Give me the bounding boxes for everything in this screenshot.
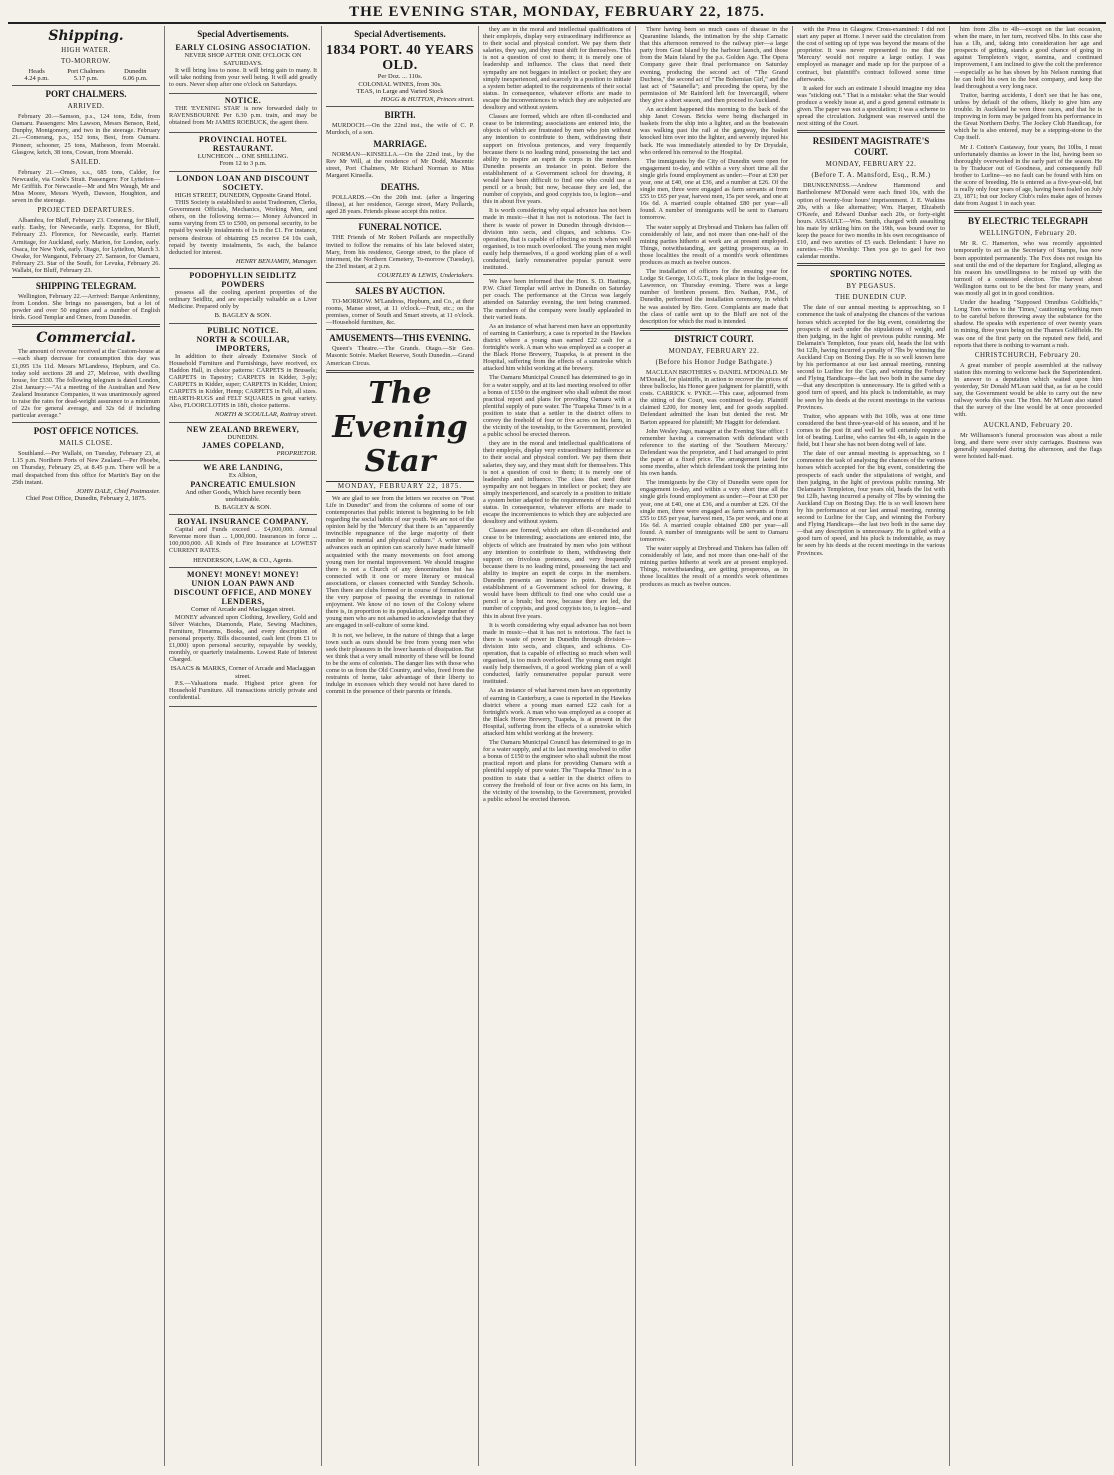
article-text: We have been informed that the Hon. S. D. Hastings, P.W. Chief Templar will arrive in Dunedin on Saturday per coach. The performance at the Circus was largely attended on Saturday evening, the tent being crammed. The members of the company were loudly applauded in their varied feats.: [483, 278, 631, 321]
divider: [483, 274, 631, 275]
tide-pc-time: 5.17 p.m.: [73, 75, 99, 83]
brewery-proprietor: PROPRIETOR.: [276, 450, 317, 458]
arrived-heading: ARRIVED.: [67, 102, 105, 111]
tide-heads: [12, 68, 61, 82]
high-water-heading: HIGH WATER.: [61, 46, 111, 54]
column-container: [8, 26, 1106, 1466]
article-text: The immigrants by the City of Dunedin were open for engagement to-day, and within a very short time all the single girls found employment as under:—Four at £30 per year, one at £40, one at £36, and a number at £26. Of the single men, three were engaged as farm servants at from £55 to £65 per year, harvest men, 15s per week, and one at 16s 6d. A married couple obtained £80 per year—all found. A number of immigrants will be sent to Oamaru tomorrow.: [640, 479, 788, 543]
deaths-heading: DEATHS.: [380, 182, 420, 193]
ad-hogg-hutton: [326, 41, 474, 107]
divider: [12, 422, 160, 423]
divider: [12, 324, 160, 327]
column-news-1: [479, 26, 636, 1466]
amusements-heading: AMUSEMENTS—THIS EVENING.: [329, 333, 471, 344]
divider: [12, 85, 160, 86]
sporting-text: The date of our annual meeting is approaching, so I commence the task of analysing the chances of the various horses which accepted for the big event, considering the prospects of each under the stipulations of weight, and then judging, in the light of previous public running. Mr Delamain's Templeton, four years old, heads the list with 9st 12lb, having incurred a penalty of 7lbs by winning the Auckland Cup on Boxing Day. He is so well known here by his performance at our last annual meeting, running second to Lurline for the Cup, and winning the Forbury and Flying Handicaps—the last two both in the same day—that any description is unnecessary. He is gifted with a good turn of speed, and his pluck is indomitable, as may be seen by his deeds at the recent meetings in the various Provinces.: [797, 304, 945, 411]
birth-heading: BIRTH.: [384, 109, 416, 120]
article-text: they are in the moral and intellectual qualifications of their employés, display very extraordinary indifference as to their social and physical comfort. We pay them their salaries, they say, and they must shift for themselves. This is not a question of cost to them; it is merely one of leadership and influence. The class that need their sympathy are not beggars in intellect or pocket; they are simply inexperienced, and scarcely in a position to initiate a system better adapted to the requirements of their social status. In consequence, whatever efforts are made to escape the inconveniences to which they are subjected are desultory and without system.: [483, 440, 631, 526]
ad-early-closing: [169, 41, 317, 94]
rm-court-heading: RESIDENT MAGISTRATE'S COURT.: [812, 136, 930, 158]
column-news-2: [636, 26, 793, 1466]
sporting-byline: BY PEGASUS.: [846, 282, 896, 291]
rm-court-date: MONDAY, FEBRUARY 22.: [825, 160, 917, 169]
mails-close-heading: MAILS CLOSE.: [59, 439, 113, 448]
union-text: MONEY advanced upon Clothing, Jewellery, Gold and Silver Watches, Diamonds, Plate, Sewing Machines, Furniture, Firearms, Books, and every description of personal property. Bills discounted, cash lent (from £1 to £1,000) upon personal security, repayable by weekly, monthly, or quarterly instalments. Lowest Rate of Interest Charged.: [169, 613, 317, 664]
divider: [640, 328, 788, 331]
article-text: The Oamaru Municipal Council has determined to go in for a water supply, and at its last meeting resolved to offer a bonus of £150 to the engineer who shall submit the most practical report and plans for providing Oamaru with a plentiful supply of pure water. The 'Tuapeka Times' is in a position to state that a settler in the district offers to convey the freehold of four or five acres on his farm, in the vicinity of the township, to the Government, provided a public school be erected thereon.: [483, 374, 631, 439]
article-text: Traitor, barring accidents, I don't see that he has one, unless by default of the others, likely to give him any trouble. In Auckland he won three races, and that he is improving in form may be judged from his performance in the Great Northern Derby. The Jockey Club Handicap, for which he is also entered, may be a stepping-stone to the Cup itself.: [954, 91, 1102, 142]
loan-title: LONDON LOAN AND DISCOUNT SOCIETY.: [176, 173, 310, 192]
teas-line: TEAS, in Large and Varied Stock: [356, 88, 444, 95]
commercial-text: The amount of revenue received at the Custom-house at—each sharp decrease for consumption this day was £1,095 13s 11d. Messrs M'Landress, Hepburn, and Co. today sold sections 28 and 27, Melrose, with dwelling house, for £330. The following telegram is dated London, 21st January:—"At a meeting of the Australian and New Zealand Insurance Companies, it was unanimously agreed to raise the rates for dead-weight assurance to a minimum of 22s for general average, and 32s 6d if including particular average.": [12, 348, 160, 420]
column-telegraph: [950, 26, 1106, 1466]
royal-signature: HENDERSON, LAW, & CO., Agents.: [193, 556, 293, 564]
notice-title: NOTICE.: [224, 96, 262, 106]
landing-ex: Ex Albion,: [228, 472, 258, 480]
port-ad-title: 1834 PORT. 40 YEARS OLD.: [326, 43, 474, 73]
funeral-text: THE Friends of Mr Robert Pollards are respectfully invited to follow the remains of his late beloved sister, Mary, from his residence, George street, to the place of interment, the Northern Cemetery, To-morrow (Tuesday), the 23rd instant, at 2 p.m.: [326, 234, 474, 270]
deaths-text: POLLARDS.—On the 20th inst. (after a lingering illness), at her residence, George street, Mary Pollards, aged 28 years. Friends please accept this notice.: [326, 194, 474, 216]
rm-court-before: (Before T. A. Mansford, Esq., R.M.): [811, 171, 931, 180]
column-courts-sport: [793, 26, 950, 1466]
brewery-owner: JAMES COPELAND,: [201, 441, 284, 451]
divider: [326, 282, 474, 283]
divider: [954, 210, 1102, 213]
page-masthead: THE EVENING STAR, MONDAY, FEBRUARY 22, 1875.: [8, 4, 1106, 24]
article-text: Classes are formed, which are often ill-conducted and cease to be interesting; associations are entered into, the objects of which are frustrated by men who join without any intention to contribute to them, withdrawing their support on frivolous pretences, and very frequently because there is no leading mind, possessing the tact and ability to inspire an esprit de corps in the members. Dunedin presents an instance in point. Before the establishment of a Government school for drawing, it would have been difficult to find one who could use a pencil or a brush; but now, because they are led, the number of copyists, and good copyists too, is legion—and this in about five years.: [483, 113, 631, 206]
marriage-text: NORMAN—KINSELLA.—On the 22nd inst., by the Rev Mr Will, at the residence of Mr Dodd, Macentic street, Port Chalmers, Mr Richard Norman to Miss Margaret Kinsella.: [326, 150, 474, 180]
pancreatic-signature: B. BAGLEY & SON.: [214, 503, 272, 511]
landing-title: WE ARE LANDING,: [203, 463, 283, 473]
union-ps: P.S.—Valuations made. Highest price given for Household Furniture. All transactions strictly private and confidential.: [169, 680, 317, 702]
funeral-heading: FUNERAL NOTICE.: [358, 222, 442, 233]
district-court-date: MONDAY, FEBRUARY 22.: [668, 346, 760, 355]
notice-text: THE 'EVENING STAR' is now forwarded daily to RAVENSBOURNE Per 6.30 p.m. train, and may be obtained from Mr JAMES ROEBUCK, the agent there.: [169, 105, 317, 127]
ad-pancreatic: [169, 461, 317, 515]
article-text: The water supply at Drybread and Tinkers has fallen off considerably of late, and not more than one-half of the mining parties hitherto at work are at present employed. Things, notwithstanding, are getting prosperous, as in those localities the result of a month's work oftentimes produces as much as twelve ounces.: [640, 545, 788, 588]
hogg-hutton-signature: HOGG & HUTTON, Princes street.: [380, 95, 474, 103]
projected-heading: PROJECTED DEPARTURES.: [37, 206, 135, 215]
hotel-title: PROVINCIAL HOTEL RESTAURANT.: [199, 134, 287, 153]
early-closing-title: EARLY CLOSING ASSOCIATION.: [175, 43, 311, 52]
divider: [326, 218, 474, 219]
pancreatic-text: And other Goods, Which have recently been unobtainable.: [185, 488, 301, 504]
tide-pc-label: Port Chalmers: [67, 68, 105, 75]
district-court-text-2: John Wesley Jago, manager at the Evening Star office: I remember having a conversation with defendant with reference to the starting of the 'Southern Mercury.' Defendant was the proprietor, and I had arranged to print the paper at a fixed price. The arrangement lasted for some months, after which defendant took the printing into his own hands.: [640, 427, 788, 478]
district-court-judge: (Before his Honor Judge Bathgate.): [655, 357, 773, 366]
newspaper-flag: The Evening Star: [332, 375, 468, 479]
amusements-text: Queen's Theatre.—The Grands. Otago.—Sir Geo. Masonic Soirée. Market Reserve, South Dunedin.—Grand American Circus.: [326, 345, 474, 367]
telegraph-text-3: A great number of people assembled at the railway station this morning to welcome back the Superintendent. In answer to a deputation which waited upon him yesterday, Sir Donald M'Lean said that, as far as he could say, the Government would be able to carry out the new railway works this year. The Hon. Mr M'Lean also stated that the survey of the line would be at once proceeded with.: [954, 361, 1102, 419]
sailed-heading: SAILED.: [70, 157, 102, 166]
article-text: with the Press in Glasgow. Cross-examined: I did not start any paper at Home. I never said the circulation from the cost of setting up of type was beyond the means of the proprietor. It was never represented to me that the 'Mercury' would not require a large outlay. I was employed as manager and made up for the purpose of a contract, but plaintiff's contract followed some time afterwards.: [797, 26, 945, 83]
article-text: As an instance of what harvest men have an opportunity of earning in Canterbury, a case is reported in the Hawkes district where a young man earned £22 cash for a fortnight's work. A man who was employed as a cooper at the Black Horse Brewery, Tuapeka, is at present in the Hospital, suffering from the effects of a sunstroke which attacked him whilst working at the brewery.: [483, 322, 631, 373]
loan-signature: HENRY BENJAMIN, Manager.: [235, 257, 317, 265]
shipping-heading: Shipping.: [48, 28, 124, 44]
leader-text-2: It is not, we believe, in the nature of things that a large town such as ours should be free from young men who seek their pleasures in the lower haunts of dissipation. But we think that a very small minority of these will be found to be the sons of colonists. The danger lies with those who come to us from the Old Country, and who, freed from the restraints of home, take advantage of their liberty to indulge in excesses which they would not have dared to commit in the presence of their parents or friends.: [326, 631, 474, 696]
union-address: Corner of Arcade and Maclaggan street.: [191, 606, 295, 613]
article-text: An accident happened this morning to the back of the ship Janet Cowan. Bricks were being discharged in baskets from the ship into a lighter, and as the boatswain was walking past the rail at the gangway, the basket knocked him over into the lighter, and severely injured his back. He was immediately attended to by Dr Drysdale, who ordered his removal to the Hospital.: [640, 106, 788, 156]
public-notice-title: PUBLIC NOTICE.: [207, 325, 279, 335]
tide-heads-label: Heads: [28, 68, 45, 75]
sporting-text-2: Traitor, who appears with 8st 10lb, was at one time considered the best three-year-old of his season, and if he comes to the post fit and well he will certainly require a lot of beating. Lurline, who carries 9st 4lb, is again in the field, but I hear she has not been doing well of late.: [797, 412, 945, 449]
article-text: It is worth considering why equal advance has not been made in music—that it has not is notorious. The fact is there is waste of power in Dunedin through division—division into sects, and cliques, and schisms. Co-operation, that is capable of effecting so much when well organised, is too much overlooked. The young men might easily help themselves, if a good working plan of a well conducted, fairly remunerative popular pursuit were instituted.: [483, 207, 631, 272]
tide-dunedin: [111, 68, 160, 82]
arrived-text: February 20.—Samson, p.s., 124 tons, Edie, from Oamaru. Passengers: Mrs Lawson, Messrs Benson, Reid, Dunphy, Montgomery, and two in the steerage. February 21.—Comerang, p.s., 152 tons, Best, from Oamaru. Pioneer, schooner, 25 tons, Matheson, from Moeraki. Glasgow, ketch, 38 tons, Cowan, from Moeraki.: [12, 113, 160, 156]
divider: [797, 263, 945, 266]
post-office-date: Chief Post Office, Dunedin, February 2, 1875.: [25, 494, 147, 502]
column-special-ads: [165, 26, 322, 1466]
mails-text: Southland.—Per Wallabi, on Tuesday, February 23, at 1.15 p.m. Northern Ports of New Zealand.—Per Phoebe, on Thursday, February 25, at 8.45 p.m. There will be a mail despatched from this office for Martin's Bay on the 25th instant.: [12, 450, 160, 486]
article-text: The Oamaru Municipal Council has determined to go in for a water supply, and at its last meeting resolved to offer a bonus of £150 to the engineer who shall submit the most practical report and plans for providing Oamaru with a plentiful supply of pure water. The 'Tuapeka Times' is in a position to state that a settler in the district offers to convey the freehold of four or five acres on his farm, in the vicinity of the township, to the Government, provided a public school be erected thereon.: [483, 739, 631, 803]
commercial-heading: Commercial.: [36, 330, 136, 347]
never-shop-line: NEVER SHOP AFTER ONE O'CLOCK ON SATURDAYS.: [184, 52, 302, 67]
article-text: It is worth considering why equal advance has not been made in music—that it has not is notorious. The fact is there is waste of power in Dunedin through division—division into sects, and cliques, and schisms. Co-operation, that is capable of effecting so much when well organised, is too much overlooked. The young men might easily help themselves, if a good working plan of a well conducted, fairly remunerative popular pursuit were instituted.: [483, 621, 631, 686]
union-signature: ISAACS & MARKS, Corner of Arcade and Maclaggan street.: [170, 665, 316, 680]
colonial-wines: COLONIAL WINES, from 30s.: [358, 80, 442, 88]
telegraph-heading: BY ELECTRIC TELEGRAPH: [967, 216, 1089, 227]
article-text: The water supply at Drybread and Tinkers has fallen off considerably of late, and not more than one-half of the mining parties hitherto at work are at present employed. Things, notwithstanding, are getting prosperous, as in those localities the result of a month's work oftentimes produces as much as twelve ounces.: [640, 223, 788, 266]
royal-title: ROYAL INSURANCE COMPANY.: [177, 517, 309, 527]
telegram-heading: SHIPPING TELEGRAM.: [35, 280, 137, 291]
north-scoullar-title: NORTH & SCOULLAR, IMPORTERS,: [196, 334, 290, 353]
tomorrow-label: TO-MORROW.: [61, 57, 111, 65]
money-title: MONEY! MONEY! MONEY!: [187, 570, 299, 579]
telegram-text: Wellington, February 22.—Arrived: Barque Ardentinny, from London. She brings no passengers, but a lot of powder and over 50 engines and a number of English birds. Good Templar and Omeo, from Dunedin.: [12, 292, 160, 322]
north-scoullar-signature: NORTH & SCOULLAR, Rattray street.: [215, 411, 317, 419]
post-office-heading: POST OFFICE NOTICES.: [33, 426, 139, 437]
divider: [326, 329, 474, 330]
special-ads-heading: Special Advertisements.: [197, 29, 289, 39]
sales-text: TO-MORROW. M'Landress, Hepburn, and Co., at their rooms, Manse street, at 11 o'clock.—Fruit, etc.; on the premises, corner of South and Smart streets, at 11 o'clock.—Household furniture, &c.: [326, 298, 474, 327]
auckland-dateline: AUCKLAND, February 20.: [983, 420, 1073, 429]
dunedin-cup-heading: THE DUNEDIN CUP.: [835, 293, 907, 302]
birth-text: MURDOCH.—On the 22nd inst., the wife of C. P. Murdoch, of a son.: [326, 121, 474, 136]
wellington-dateline: WELLINGTON, February 20.: [979, 229, 1077, 238]
rm-court-text: DRUNKENNESS.—Andrew Hammond and Bartholomew M'Donald were each fined 10s, with the option of twenty-four hours' imprisonment. J. E. Watkins 20s, with a like alternative; Wm. Harper, Elizabeth O'Keefe, and Edward Dunbar each 20s, or forty-eight hours. ASSAULT.—Wm. Smith, charged with assaulting his mate by striking him on the 19th, was bound over to keep the peace for two months in his own recognisance of £10, and two sureties of £5 each. Defendant: I have no sureties.—His Worship: Then you go to gaol for two calendar months.: [797, 182, 945, 261]
telegraph-text-2: Under the heading "Supposed Omnibus Goldfields," Long Tom writes to the 'Times,' cautioning working men to be careful before throwing away the substance for the shadow. He speaks with experience of over twenty years in mining, three years being on the Thames Goldfields. He was one of the first party on the reputed new field, and reports that there is nothing to warrant a rush.: [954, 299, 1102, 349]
sporting-text: The date of our annual meeting is approaching, so I commence the task of analysing the chances of the various horses which accepted for the big event, considering the prospects of each under the stipulations of weight, and then judging, in the light of previous public running. Mr Delamain's Templeton, four years old, heads the list with 9st 12lb, having incurred a penalty of 7lbs by winning the Auckland Cup on Boxing Day. He is so well known here by his performance at our last annual meeting, running second to Lurline for the Cup, and winning the Forbury and Flying Handicaps—the last two both in the same day—that any description is unnecessary. He is gifted with a good turn of speed, and his pluck is indomitable, as may be seen by his deeds at the recent meetings in the various Provinces.: [797, 450, 945, 557]
funeral-signature: COURTLEY & LEWIS, Undertakers.: [377, 271, 474, 279]
district-court-heading: DISTRICT COURT.: [674, 333, 754, 344]
leader-text: We are glad to see from the letters we receive on "Post Life in Dunedin" and from the columns of some of our contemporaries that public interest is beginning to be felt regarding the social habits of our youth. We are not of the opinion held by the 'Mercury' that there is an "apparently invincible repugnance of the large majority of their number to mental and physical culture." A writer who advances such an opinion can scarcely have made himself acquainted with the many movements on foot among young men for mental improvement. We should imagine there is not a Church of any denomination but has connected with it one or more literary or musical associations, or classes connected with Sunday Schools. Then there are clubs formed or in course of formation for the very purpose of passing the evenings in rational enjoyment. We know of no town of the Colony where there is, in proportion to its population, a larger number of young men who are not ashamed to acknowledge that they are engaged in self-culture of some kind.: [326, 494, 474, 630]
article-text: As an instance of what harvest men have an opportunity of earning in Canterbury, a case is reported in the Hawkes district where a young man earned £22 cash for a fortnight's work. A man who was employed as a cooper at the Black Horse Brewery, Tuapeka, is at present in the Hospital, suffering from the effects of a sunstroke which attacked him whilst working at the brewery.: [483, 687, 631, 737]
tide-table: [12, 68, 160, 82]
ad-brewery: [169, 423, 317, 462]
port-heading: PORT CHALMERS.: [45, 89, 127, 100]
sailed-text: February 21.—Omeo, s.s., 685 tons, Calder, for Newcastle, via Cook's Strait. Passengers: For Lyttelton—Mr Griffith. For Newcastle—Mr and Mrs Waugh, Mr and Miss Moore, Messrs Wyeth, Dawson, Houghton, and seven in the steerage.: [12, 168, 160, 205]
royal-text: Capital and Funds exceed ... £4,000,000. Annual Revenue more than ... 1,000,000. Insurances in force ... 100,000,000. All Kinds of Fire Insurance at LOWEST CURRENT RATES.: [169, 526, 317, 555]
ad-union-loan: [169, 568, 317, 707]
podophyllin-text: possess all the cooling aperient properties of the ordinary Seidlitz, and are especially valuable as a Liver Medicine. Prepared only by: [169, 288, 317, 311]
divider: [797, 130, 945, 133]
hotel-luncheon: LUNCHEON ... ONE SHILLING.: [197, 152, 289, 160]
loan-address: HIGH STREET, DUNEDIN, Opposite Grand Hotel.: [174, 191, 312, 199]
column-leader: [322, 26, 479, 1466]
tide-heads-time: 4.24 p.m.: [24, 75, 49, 83]
column-shipping: [8, 26, 165, 1466]
postmaster-signature: JOHN DALE, Chief Postmaster.: [76, 487, 160, 495]
telegraph-text-4: Mr Williamson's funeral procession was about a mile long, and there were over sixty carriages. Business was generally suspended during the afternoon, and the flags were hoisted half-mast.: [954, 431, 1102, 460]
article-text: Mr J. Cotton's Castaway, four years, 8st 10lbs, I must unfortunately dismiss as lower in the list, having been so thoroughly overworked in the early part of the season. He is by Traducer out of Goodness, and consequently full brother to Lurline—so no fault can be found with him on the score of breeding. He is entered as a five-year-old, but is really only four years of age, having been foaled on July 23, 1871; but our Jockey Club's rules make ages of horses date from August 1 in each year.: [954, 143, 1102, 208]
ad-provincial-hotel: [169, 133, 317, 172]
tide-port-chalmers: [61, 68, 110, 82]
early-closing-text: It will bring loss to none. It will bring gain to many. It will take nothing from your well being. It will add greatly to ours. Never shop after one o'clock on Saturdays.: [169, 67, 317, 89]
brewery-city: DUNEDIN.: [227, 433, 259, 441]
podophyllin-title: PODOPHYLLIN SEIDLITZ POWDERS: [189, 270, 297, 289]
projected-text: Albambra, for Bluff, February 23. Comerang, for Bluff, early. Easby, for Newcastle, early. Express, for Bluff, February 23. Florence, for Newcastle, early. Harriet Armitage, for Auckland, early. Marion, for London, early. Osaca, for New York, early. Otago, for Lyttelton, March 3. Owake, for Wanganui, February 27. Samson, for Oamaru, February 23. Star of the South, for Levuka, February 26. Wallabi, for Bluff, February 23.: [12, 217, 160, 274]
ad-north-scoullar: [169, 324, 317, 423]
article-text: him from 2lbs to 4lb—except on the last occasion, when the mare, in her turn, received 6lbs. In this case she has a 1lb, and, taking into consideration her age and prospects of getting, stands a good chance of going in against Templeton's vigor, stamina, and continued improvement, I am inclined to give the colt the preference—especially as he has shown by his Nelson running that he can hold his own in the best company, and keep the lead throughout a very long race.: [954, 26, 1102, 90]
union-title: UNION LOAN PAWN AND DISCOUNT OFFICE, AND MONEY LENDERS,: [173, 579, 313, 606]
article-text: The installation of officers for the ensuing year for Lodge St George, I.O.G.T., took place in the lodge-room, Lawrence, on Thursday evening. There was a large number of brethren present. Bro. Nathan, P.M., of Dunedin, performed the installation ceremony, in which he was assisted by Bro. Gore. Complaints are made that the class of cattle sent up to the Bluff are not of the description for which the road is intended.: [640, 268, 788, 325]
tide-dn-time: 6.06 p.m.: [123, 75, 148, 83]
tide-dn-label: Dunedin: [124, 68, 147, 75]
marriage-heading: MARRIAGE.: [373, 138, 427, 149]
ad-notice: [169, 94, 317, 132]
leader-dateline: MONDAY, FEBRUARY 22, 1875.: [326, 481, 474, 492]
hotel-hours: From 12 to 3 p.m.: [219, 160, 267, 168]
district-court-text: MACLEAN BROTHERS v. DANIEL M'DONALD. Mr M'Donald, for plaintiffs, in action to recover the prices of three bullocks, his Honor gave judgment for plaintiff, with costs. CARRICK v. PYKE.—This case, adjourned from the sitting of the Court, was continued to-day. Plaintiff claimed £200, for money lent, and for goods supplied. Defendant admitted the loan but denied the rest. Mr Barton appeared for plaintiff; Mr Haggitt for defendant.: [640, 368, 788, 426]
article-text: The immigrants by the City of Dunedin were open for engagement to-day, and within a very short time all the single girls found employment as under:—Four at £30 per year, one at £40, one at £36, and a number at £26. Of the single men, three were engaged as farm servants at from £55 to £65 per year, harvest men, 15s per week, and one at 16s 6d. A married couple obtained £80 per year—all found. A number of immigrants will be sent to Oamaru tomorrow.: [640, 157, 788, 222]
special-ads-heading-2: Special Advertisements.: [354, 29, 446, 39]
pancreatic-title: PANCREATIC EMULSION: [190, 479, 296, 489]
loan-text: THIS Society is established to assist Tradesmen, Clerks, Government Officials, Mechanics, Working Men, and others, on the following terms:— Money Advanced in sums varying from £5 to £500, on personal security, to be repaid by weekly instalments of 1s in the £1. For instance, persons desirous of obtaining £5 receive £4 10s cash, repaid by twenty instalments, 5s each, the balance deducted for interest.: [169, 199, 317, 256]
article-text: It asked for such an estimate I should imagine my idea was "sticking out." That is a mistake: what the Star would produce a weekly issue at, and a good general estimate is given. The paper was not a speculation; it was a scheme to spread the circulation. Judgment was reserved until the next sitting of the Court.: [797, 84, 945, 128]
divider: [12, 277, 160, 278]
ad-podophyllin: [169, 269, 317, 324]
brewery-title: NEW ZEALAND BREWERY,: [186, 424, 300, 434]
christchurch-dateline: CHRISTCHURCH, February 20.: [974, 350, 1082, 359]
podophyllin-signature: B. BAGLEY & SON.: [214, 312, 272, 320]
ad-royal-insurance: [169, 515, 317, 568]
port-price: Per Doz. ... 110s.: [377, 73, 423, 80]
sporting-heading: SPORTING NOTES.: [830, 269, 912, 280]
article-text: they are in the moral and intellectual qualifications of their employés, display very extraordinary indifference as to their social and physical comfort. We pay them their salaries, they say, and they must shift for themselves. This is not a question of cost to them; it is merely one of leadership and influence. The class that need their sympathy are not beggars in intellect or pocket; they are simply inexperienced, and scarcely in a position to initiate a system better adapted to the requirements of their social status. In consequence, whatever efforts are made to escape the inconveniences to which they are subjected are desultory and without system.: [483, 26, 631, 112]
article-text: Classes are formed, which are often ill-conducted and cease to be interesting; associations are entered into, the objects of which are frustrated by men who join without any intention to contribute to them, withdrawing their support on frivolous pretences, and very frequently because there is no leading mind, possessing the tact and ability to inspire an esprit de corps in the members. Dunedin presents an instance in point. Before the establishment of a Government school for drawing, it would have been difficult to find one who could use a pencil or a brush; but now, because they are led, the number of copyists, and good copyists too, is legion—and this in about five years.: [483, 527, 631, 620]
divider: [326, 370, 474, 373]
north-scoullar-text: In addition to their already Extensive Stock of Household Furniture and Furnishings, have received, ex Haddon Hall, in choice patterns: CARPETS in Brussels; CARPETS in Tapestry; CARPETS in Kidder, 3-ply; CARPETS in Kidder, super; CARPETS in Kidder, Union; CARPETS in Kidder, Hemp; CARPETS in Felt, all sizes. HEARTH-RUGS and FELT SQUARES in great variety. Also, FLOORCLOTHS in 18ft, choice patterns.: [169, 352, 317, 410]
ad-london-loan: [169, 172, 317, 269]
article-text: There having been so much cases of disease in the Quarantine Islands, the intimation by the ship Carnatic that this afternoon removed to the railway pier—a large party from Goat Island by the harbour launch, and those from the Main Island by the p.s. Golden Age. The Opera Company gave their final performance on Saturday evening, producing the second act of "The Grand Duchess," the second act of "The Bohemian Girl," and the last act of "Satanella"; and preceding the opera, by the permission of Mr Rainford left for Invercargill, where they give a short season, and then proceed to Auckland.: [640, 26, 788, 104]
telegraph-text: Mr R. C. Hamerton, who was recently appointed temporarily to act as the Secretary of Stamps, has now been appointed permanently. The Fox does not resign his seat until the end of the departure for England, alleging as his reason his unwillingness to be mixed up with the turmoil of a contested election. The harvest about Wellington turns out to be the best for many years, and was mostly all got in in good condition.: [954, 240, 1102, 297]
sales-heading: SALES BY AUCTION.: [355, 286, 445, 296]
